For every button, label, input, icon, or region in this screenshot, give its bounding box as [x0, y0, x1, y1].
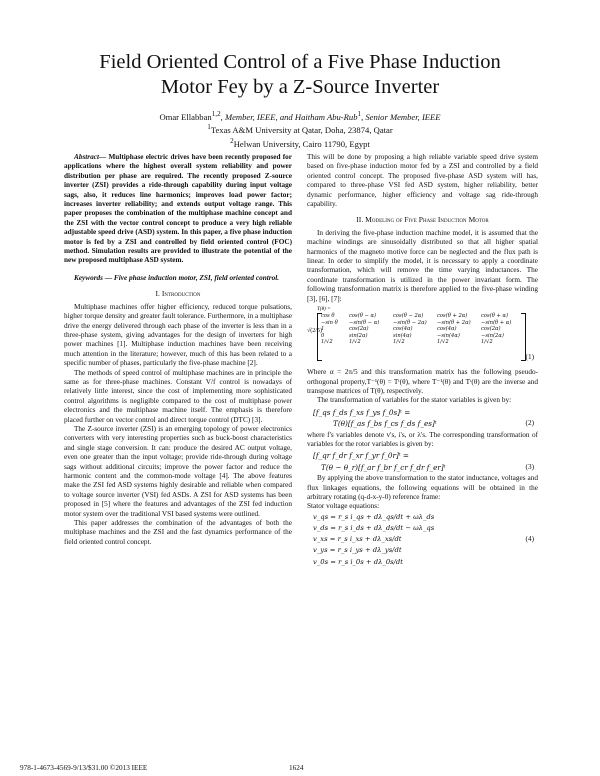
matrix-cell: sin(4α): [393, 332, 412, 339]
matrix-scale-factor: √(2/5): [307, 328, 322, 335]
title-line-1: Field Oriented Control of a Five Phase Induction: [99, 51, 501, 73]
matrix-cell: cos(2α): [349, 326, 369, 333]
matrix-cell: cos θ: [321, 313, 335, 320]
paper-title: [40, 50, 560, 100]
modeling-paragraph: In deriving the five-phase induction machine model, it is assumed that the machine windings are sinusoidally distributed so that all higher spatial harmonics of the magneto motive force can be neglected and the flux path is linear. In order to simplify the model, it is necessary to apply a coordinate transformation, which will remove the time varying inductances. The coordinate transformation is utilized in the power invariant form. The following transformation matrix is therefore applied to the five-phase winding [3], [6], [7]:: [307, 228, 538, 303]
intro-paragraph: The Z-source inverter (ZSI) is an emerging topology of power electronics converters with very interesting properties such as buck-boost characteristics and single stage conversion. It can: produce the desired AC output voltage, even one greater than the input voltage; provide ride-through during voltage sags without additional circuits; improve the power factor and reduce the harmonic content and the common-mode voltage [4]. The above features make the ZSI fed ASD systems highly desirable and reliable when compared to voltage source inverter (VSI) fed ASDs. A ZSI for ASD systems has been proposed in [5] where the features and advantages of the ZSI fed induction motor system over the traditional VSI based systems were outlined.: [64, 424, 292, 518]
voltage-equation: v_ds = r_s i_ds + dλ_ds/dt − ωλ_qs: [313, 523, 435, 532]
stator-transformation-intro: The transformation of variables for the stator variables is given by:: [317, 396, 512, 405]
matrix-cell: cos(θ + 2α): [437, 313, 468, 320]
continued-paragraph: This will be done by proposing a high reliable variable speed drive system based on five-phase induction motor fed by a ZSI and controlled by a field oriented control concept. The proposed five-phase ASD system will has, compared to three-phase VSI fed ASD system, higher reliability, better dynamic performance, higher efficiency and voltage sag ride-through capability.: [307, 153, 538, 209]
matrix-cell: 1/√2: [349, 339, 361, 346]
voltage-equation: v_xs = r_s i_xs + dλ_xs/dt: [313, 535, 402, 544]
keywords: Keywords — Five phase induction motor, ZSI, field oriented control.: [74, 273, 280, 282]
section-heading-modeling: II. Modeling of Five Phase Induction Motor: [356, 215, 489, 225]
abstract: Abstract— Multiphase electric drives have been recently proposed for applications where the highest overall system reliability and power distribution per phase are required. The recently proposed Z-source inverter (ZSI) provides a ride-through capability during input voltage sags, also, it reduces line harmonics; improves load power factor; increases inverter reliability; and extends output voltage range. This paper proposes the combination of the multiphase machine concept and the ZSI with the vector control concept to produce a very high reliable adjustable speed drive (ASD) system. In this paper, a five phase induction motor is fed by a ZSI and controlled by field oriented control (FOC) method. Simulation results are provided to illustrate the potential of the new proposed multiphase ASD system.: [64, 153, 292, 265]
matrix-cell: cos(θ − α): [349, 313, 377, 320]
matrix-cell: 1/√2: [481, 339, 493, 346]
voltage-equation: v_0s = r_s i_0s + dλ_0s/dt: [313, 557, 404, 566]
matrix-cell: −sin(θ + 2α): [437, 319, 471, 326]
stator-voltage-label: Stator voltage equations:: [307, 502, 380, 511]
matrix-cell: cos(4α): [393, 326, 413, 333]
equation-3: [f_qr f_dr f_xr f_yr f_0r]ᵗ = T(θ − θ_r)[f_ar f_br f_cr f_dr f_er]ᵗ (3): [313, 451, 534, 472]
equation-number-4: (4): [525, 534, 534, 543]
matrix-cell: 0: [321, 332, 325, 339]
matrix-cell: −sin(θ − 2α): [393, 319, 427, 326]
matrix-cell: 1: [321, 326, 325, 333]
section-heading-introduction: I. Introduction: [155, 289, 201, 299]
matrix-cell: cos(2α): [481, 326, 501, 333]
title-line-2: Motor Fey by a Z-Source Inverter: [160, 76, 440, 98]
matrix-cell: 1/√2: [393, 339, 405, 346]
footer-isbn: 978-1-4673-4569-9/13/$31.00 ©2013 IEEE: [20, 764, 148, 772]
matrix-cell: −sin(θ − α): [349, 319, 380, 326]
affiliation-2: $^2$Helwan University, Cairo 11790, Egypt: [230, 136, 370, 149]
matrix-cell: −sin(2α): [481, 332, 504, 339]
equation-2: [f_qs f_ds f_xs f_ys f_0s]ᵗ = T(θ)[f_as f_bs f_cs f_ds f_es]ᵗ (2): [313, 407, 534, 429]
matrix-cell: cos(θ + α): [481, 313, 509, 320]
matrix-property-paragraph: Where α = 2π/5 and this transformation matrix has the following pseudo-orthogonal property,T⁻¹(θ) = Tᵗ(θ), where T⁻¹(θ) and Tᵗ(θ) are the inverse and transpose matrices of T(θ), respectively.: [307, 368, 538, 395]
matrix-cell: −sin(θ + α): [481, 319, 512, 326]
matrix-cell: cos(θ − 2α): [393, 313, 424, 320]
equation-4: [307, 512, 538, 568]
intro-paragraph: This paper addresses the combination of the advantages of both the multiphase machines and the ZSI and the fast dynamics performance of the field oriented control concept.: [64, 519, 292, 546]
right-column: [307, 153, 538, 568]
left-column: [64, 153, 292, 547]
author-block: [40, 109, 560, 149]
intro-paragraph: The methods of speed control of multiphase machines are in principle the same as for three-phase machines. Constant V/f control is nowadays of relatively little interest, since the cost of implementing more sophisticated control algorithms is negligible compared to the cost of multiphase power electronics and the multiphase machine itself. The emphasis is therefore placed further on vector control and direct torque control (DTC) [3].: [64, 368, 292, 424]
matrix-cell: cos(4α): [437, 326, 457, 333]
reference-frame-paragraph: By applying the above transformation to the stator inductance, voltages and flux linkages equations, the following equations will be obtained in the arbitrary rotating (q-d-x-y-0) reference frame:: [307, 474, 538, 501]
rotor-transformation-intro: where f's variables denote v's, i's, or λ's. The corresponding transformation of variables for the rotor variables is given by:: [307, 430, 538, 448]
affiliation-1: $^1$Texas A&M University at Qatar, Doha, 23874, Qatar: [207, 123, 393, 136]
matrix-cell: 1/√2: [321, 339, 333, 346]
matrix-grid: [321, 313, 525, 346]
transformation-matrix: [307, 306, 538, 366]
matrix-cell: 1/√2: [437, 339, 449, 346]
equation-number-1: (1): [525, 353, 534, 362]
page-number: 1624: [289, 764, 304, 772]
matrix-label: T(θ) =: [317, 306, 331, 313]
voltage-equation: v_qs = r_s i_qs + dλ_qs/dt + ωλ_ds: [313, 512, 435, 521]
intro-paragraph: Multiphase machines offer higher efficiency, reduced torque pulsations, higher torque density and greater fault tolerance. Furthermore, in a multiphase drive the energy delivered through each phase of the inverter is less than in a three-phase system, giving advantages for the design of inverters for high power machines [1]. Multiphase induction machines have been receiving much attention in the literature; however, much of this has been related to a specific number of phases, particularly the five-phase machine [2].: [64, 302, 292, 368]
matrix-cell: sin(2α): [349, 332, 368, 339]
matrix-cell: −sin(4α): [437, 332, 460, 339]
matrix-cell: −sin θ: [321, 319, 338, 326]
voltage-equation: v_ys = r_s i_ys + dλ_ys/dt: [313, 546, 402, 555]
author-line: Omar Ellabban$^{1,2}$, Member, IEEE, and Haitham Abu-Rub$^1$, Senior Member, IEEE: [159, 110, 441, 122]
